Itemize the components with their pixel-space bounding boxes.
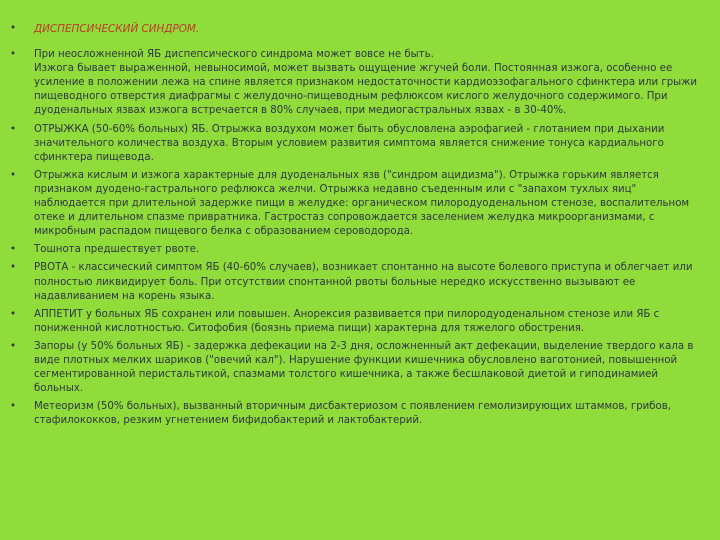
bullet-text: • При неосложненной ЯБ диспепсического синдрома может вовсе не быть. bbox=[34, 49, 434, 61]
bullet-item-1 bbox=[10, 48, 710, 118]
bullet-item-7 bbox=[10, 340, 710, 396]
bullet-item-4 bbox=[10, 243, 710, 257]
bullet-text: • ОТРЫЖКА (50-60% больных) ЯБ. Отрыжка воздухом может быть обусловлена аэрофагией - глотанием при дыхании значительного количества воздуха. Вторым условием развития симптома является снижение тонуса кардиального сфинктера пищевода. bbox=[34, 123, 665, 163]
bullet-text: • Отрыжка кислым и изжога характерные для дуоденальных язв ("синдром ацидизма"). Отрыжка горьким является признаком дуодено-гастрального рефлюкса желчи. Отрыжка недавно съеденным или с "запахом тухлых яиц" наблюдается при длительной задержке пищи в желудке: органическом пилородуоденальном стенозе, воспалительном отеке и длительном спазме привратника. Гастростаз сопровождается заселением желудка микроорганизмами, с микробным распадом пищевого белка с образованием сероводорода. bbox=[34, 169, 690, 238]
bullet-text: • Метеоризм (50% больных), вызванный вторичным дисбактериозом с появлением гемолизирующих штаммов, грибов, стафилококков, резким угнетением бифидобактерий и лактобактерий. bbox=[34, 401, 672, 427]
bullet-text: • Тошнота предшествует рвоте. bbox=[34, 244, 200, 256]
bullet-text: • АППЕТИТ у больных ЯБ сохранен или повышен. Анорексия развивается при пилородуоденальном стенозе или ЯБ с пониженной кислотностью. Ситофобия (боязнь приема пищи) характерна для тяжелого обострения. bbox=[34, 308, 660, 334]
bullet-item-6 bbox=[10, 308, 710, 336]
bullet-item-5 bbox=[10, 261, 710, 303]
bullet-text: • РВОТА - классический симптом ЯБ (40-60% случаев), возникает спонтанно на высоте болевого приступа и облегчает или полностью ликвидирует боль. При отсутствии спонтанной рвоты больные нередко искусственно вызывают ее надавливанием на корень языка. bbox=[34, 262, 693, 302]
bullet-item-8 bbox=[10, 400, 710, 428]
bullet-item-3 bbox=[10, 169, 710, 239]
bullet-list bbox=[10, 22, 710, 428]
slide-title: • ДИСПЕПСИЧЕСКИЙ СИНДРОМ. bbox=[10, 22, 710, 36]
bullet-item-2 bbox=[10, 123, 710, 165]
bullet-text: Изжога бывает выраженной, невыносимой, может вызвать ощущение жгучей боли. Постоянная изжога, особенно ее усиление в положении лежа на спине является признаком недостаточности кардиоэзофагального сфинктера или грыжи пищеводного отверстия диафрагмы с желудочно-пищеводным рефлюксом кислого желудочного содержимого. При дуоденальных язвах изжога встречается в 80% случаев, при медиогастральных язвах - в 30-40%. bbox=[34, 63, 698, 117]
bullet-text: • Запоры (у 50% больных ЯБ) - задержка дефекации на 2-3 дня, осложненный акт дефекации, выделение твердого кала в виде плотных мелких шариков ("овечий кал"). Нарушение функции кишечника обусловлено ваготонией, повышенной сегментированной перистальтикой, спазмами толстого кишечника, а также бесшлаковой диетой и гиподинамией больных. bbox=[34, 340, 694, 395]
